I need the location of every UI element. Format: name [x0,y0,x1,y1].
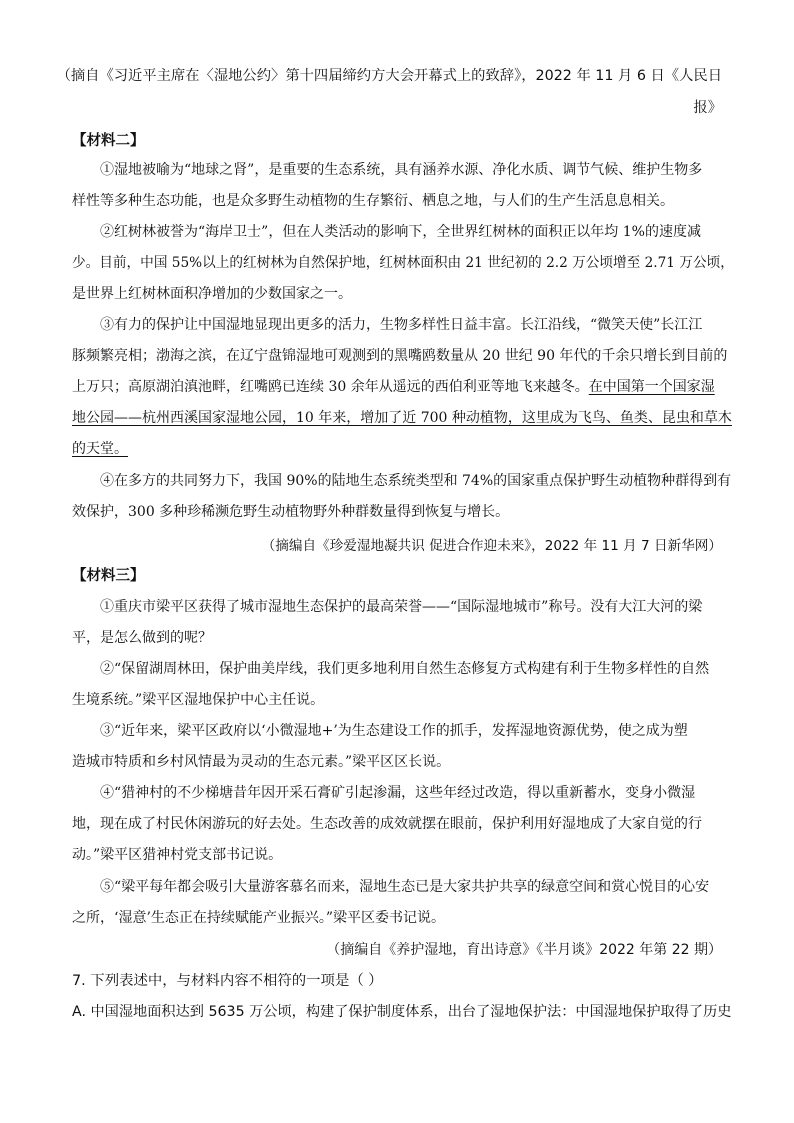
source-citation-top-cont: 报》 [693,100,722,116]
source-citation-top: （摘自《习近平主席在〈湿地公约〉第十四届缔约方大会开幕式上的致辞》，2022 年 11 月 6 日《人民日 [56,68,722,84]
material-2-para-1-line-2: 样性等多种生态功能，也是众多野生动植物的生存繁衍、栖息之地，与人们的生产生活息息相关。 [72,193,674,209]
material-3-para-3-line-1: ③“近年来，梁平区政府以‘小微湿地+’为生态建设工作的抓手，发挥湿地资源优势，使之成为塑 [100,723,688,739]
material-3-para-1-line-1: ①重庆市梁平区获得了城市湿地生态保护的最高荣誉——“国际湿地城市”称号。没有大江大河的梁 [100,599,703,615]
material-2-para-2-line-3: 是世界上红树林面积净增加的少数国家之一。 [72,286,352,302]
material-2-heading: 【材料二】 [72,133,145,149]
material-2-para-2-line-1: ②红树林被誉为“海岸卫士”，但在人类活动的影响下，全世界红树林的面积正以年均 1%的速度减 [100,224,701,240]
material-3-source: （摘编自《养护湿地，育出诗意》《半月谈》2022 年第 22 期） [326,942,722,958]
material-2-para-3-line-1: ③有力的保护让中国湿地显现出更多的活力，生物多样性日益丰富。长江沿线，“微笑天使”长江江 [100,317,703,333]
material-3-para-4-line-2: 地，现在成了村民休闲游玩的好去处。生态改善的成效就摆在眼前，保护利用好湿地成了大家自觉的行 [72,816,702,832]
material-3-para-3-line-2: 造城市特质和乡村风情最为灵动的生态元素。”梁平区区长说。 [72,754,451,770]
material-2-para-4-line-2: 效保护，300 多种珍稀濒危野生动植物野外种群数量得到恢复与增长。 [72,504,510,520]
material-3-para-5-line-1: ⑤“梁平每年都会吸引大量游客慕名而来，湿地生态已是大家共护共享的绿意空间和赏心悦目的心安 [100,879,710,895]
material-2-para-2-line-2: 少。目前，中国 55%以上的红树林为自然保护地，红树林面积由 21 世纪初的 2.2 万公顷增至 2.71 万公顷， [72,255,734,271]
material-2-para-3-line-3 [72,377,715,397]
material-3-para-1-line-2: 平，是怎么做到的呢？ [72,630,212,646]
material-3-para-4-line-1: ④“猎神村的不少梯塘昔年因开采石膏矿引起渗漏，这些年经过改造，得以重新蓄水，变身小微湿 [100,785,696,801]
question-7-option-a: A. 中国湿地面积达到 5635 万公顷，构建了保护制度体系，出台了湿地保护法：中国湿地保护取得了历史 [72,1004,732,1020]
material-3-para-5-line-2: 之所，‘湿意’生态正在持续赋能产业振兴。”梁平区委书记说。 [72,910,446,926]
underlined-passage-line-2: 地公园——杭州西溪国家湿地公园，10 年来，增加了近 700 种动植物，这里成为飞鸟、鱼类、昆虫和草木 [72,410,732,426]
material-2-para-3-text: 上万只；高原湖泊滇池畔，红嘴鸥已连续 30 余年从遥远的西伯利亚等地飞来越冬。 [72,379,589,395]
question-7-stem: 7. 下列表述中，与材料内容不相符的一项是（ ） [72,973,383,989]
material-3-para-4-line-3: 动。”梁平区猎神村党支部书记说。 [72,847,283,863]
material-3-para-2-line-1: ②“保留湖周林田，保护曲美岸线，我们更多地利用自然生态修复方式构建有利于生物多样性的自然 [100,661,710,677]
material-2-para-4-line-1: ④在多方的共同努力下，我国 90%的陆地生态系统类型和 74%的国家重点保护野生动植物种群得到有 [100,473,732,489]
material-2-source: （摘编自《珍爱湿地凝共识 促进合作迎未来》，2022 年 11 月 7 日新华网） [261,538,722,554]
underlined-passage-start: 在中国第一个国家湿 [588,379,715,395]
material-2-para-3-line-2: 豚频繁亮相；渤海之滨，在辽宁盘锦湿地可观测到的黑嘴鸥数量从 20 世纪 90 年代的千余只增长到目前的 [72,348,728,364]
material-3-para-2-line-2: 生境系统。”梁平区湿地保护中心主任说。 [72,692,325,708]
material-2-para-1-line-1: ①湿地被喻为“地球之肾”，是重要的生态系统，具有涵养水源、净化水质、调节气候、维护生物多 [100,162,703,178]
material-3-heading: 【材料三】 [72,568,145,584]
underlined-passage-line-3: 的天堂。 [72,441,128,457]
